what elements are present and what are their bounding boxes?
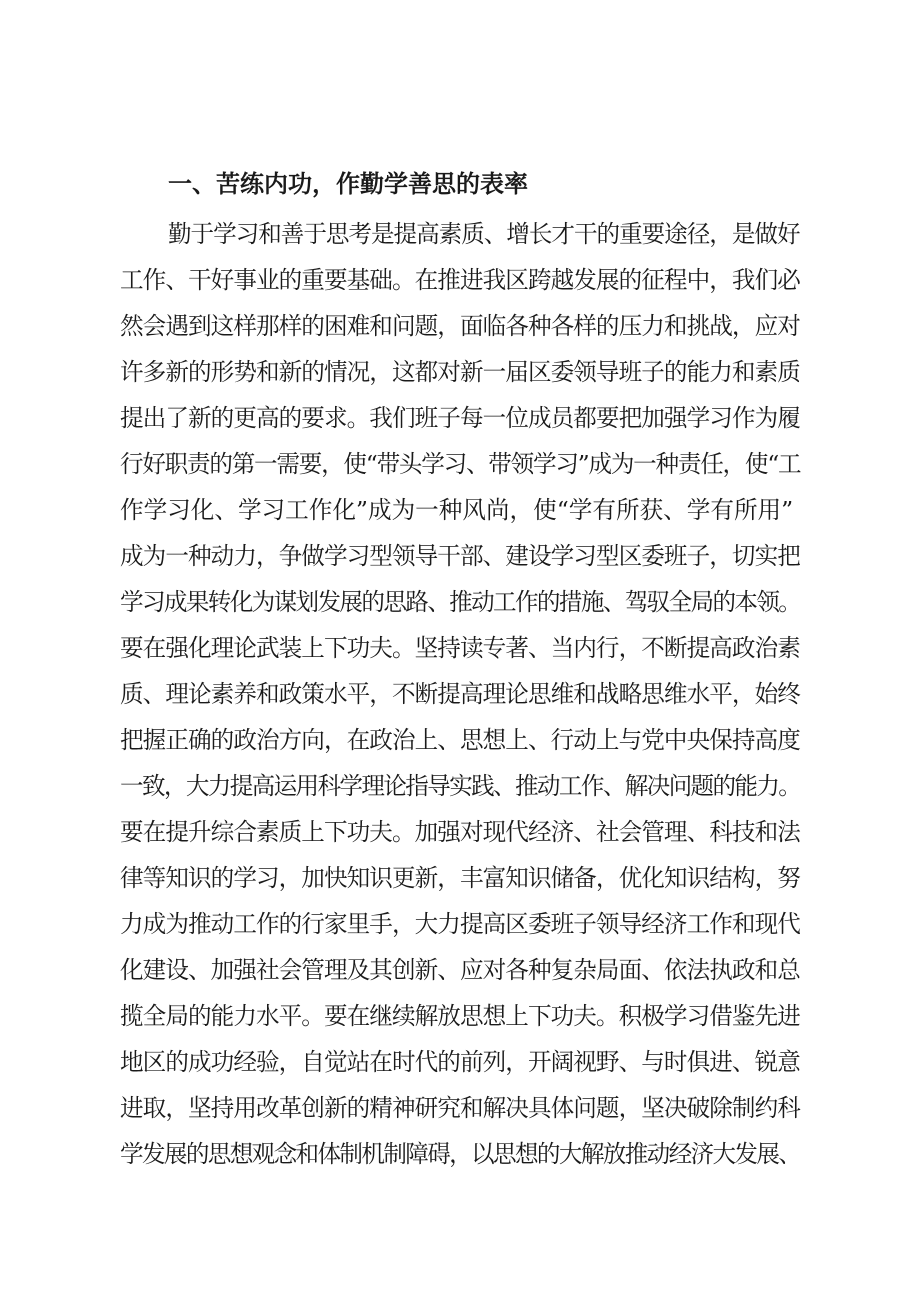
text-line: 律等知识的学习，加快知识更新，丰富知识储备，优化知识结构，努 <box>120 864 800 892</box>
text-line: 然会遇到这样那样的困难和问题，面临各种各样的压力和挑战，应对 <box>120 312 800 340</box>
body-paragraph <box>120 211 800 1177</box>
text-line: 进取，坚持用改革创新的精神研究和解决具体问题，坚决破除制约科 <box>120 1094 800 1122</box>
text-line: 要在提升综合素质上下功夫。加强对现代经济、社会管理、科技和法 <box>120 818 800 846</box>
text-line: 揽全局的能力水平。要在继续解放思想上下功夫。积极学习借鉴先进 <box>120 1002 800 1030</box>
text-line: 要在强化理论武装上下功夫。坚持读专著、当内行，不断提高政治素 <box>120 634 800 662</box>
text-line: 质、理论素养和政策水平，不断提高理论思维和战略思维水平，始终 <box>120 680 800 708</box>
text-line: 许多新的形势和新的情况，这都对新一届区委领导班子的能力和素质 <box>120 358 800 386</box>
text-line: 地区的成功经验，自觉站在时代的前列，开阔视野、与时俱进、锐意 <box>120 1048 800 1076</box>
text-line: 成为一种动力，争做学习型领导干部、建设学习型区委班子，切实把 <box>120 542 800 570</box>
section-heading: 一、苦练内功，作勤学善思的表率 <box>168 170 528 198</box>
text-line: 作学习化、学习工作化”成为一种风尚，使“学有所获、学有所用” <box>120 496 794 524</box>
text-line: 一致，大力提高运用科学理论指导实践、推动工作、解决问题的能力。 <box>120 772 801 800</box>
text-line: 学习成果转化为谋划发展的思路、推动工作的措施、驾驭全局的本领。 <box>120 588 801 616</box>
text-line: 力成为推动工作的行家里手，大力提高区委班子领导经济工作和现代 <box>120 910 800 938</box>
text-line: 勤于学习和善于思考是提高素质、增长才干的重要途径，是做好 <box>168 220 800 248</box>
text-line: 行好职责的第一需要，使“带头学习、带领学习”成为一种责任，使“工 <box>120 450 801 478</box>
text-line: 学发展的思想观念和体制机制障碍，以思想的大解放推动经济大发展、 <box>120 1140 801 1168</box>
text-line: 工作、干好事业的重要基础。在推进我区跨越发展的征程中，我们必 <box>120 266 800 294</box>
text-line: 化建设、加强社会管理及其创新、应对各种复杂局面、依法执政和总 <box>120 956 800 984</box>
text-line: 提出了新的更高的要求。我们班子每一位成员都要把加强学习作为履 <box>120 404 800 432</box>
text-line: 把握正确的政治方向，在政治上、思想上、行动上与党中央保持高度 <box>120 726 800 754</box>
